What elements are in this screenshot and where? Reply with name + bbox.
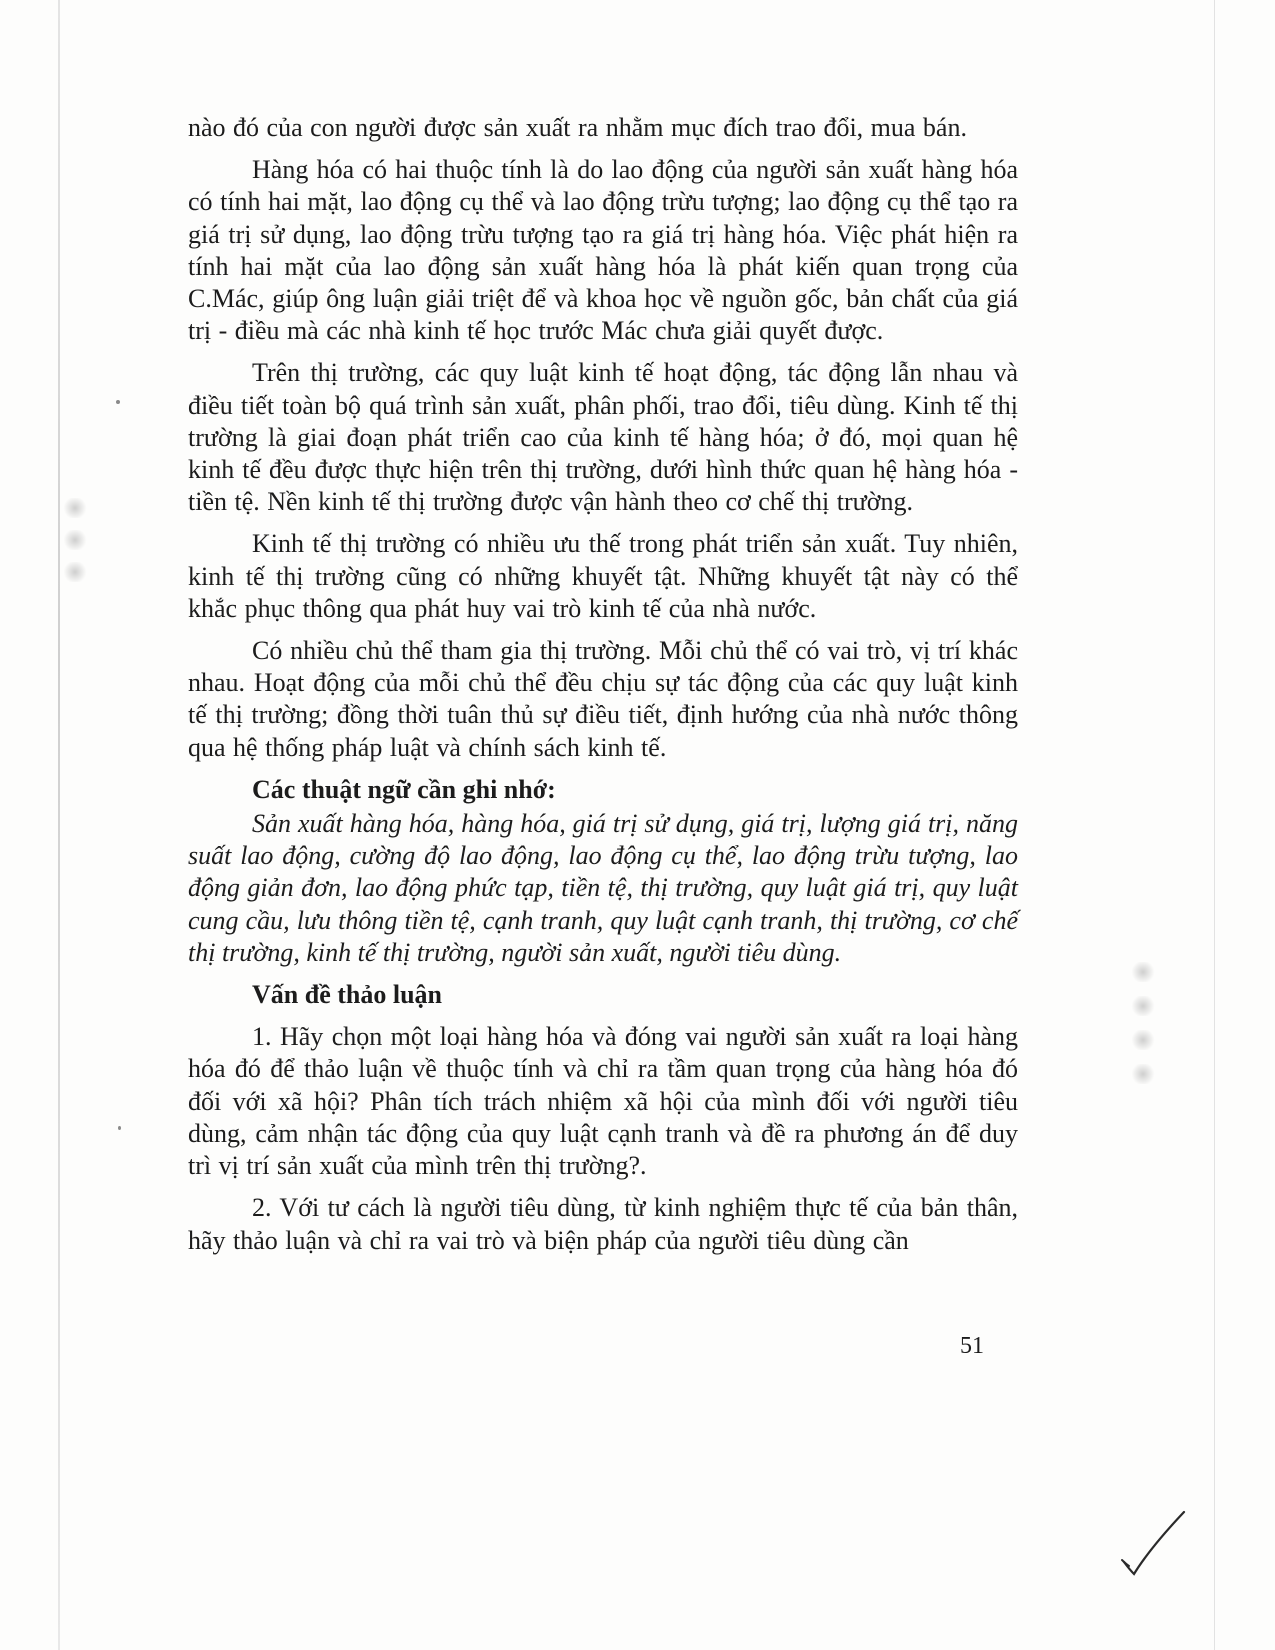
- body-paragraph: Hàng hóa có hai thuộc tính là do lao động của người sản xuất hàng hóa có tính hai mặt, lao động cụ thể và lao động trừu tượng; lao động cụ thể tạo ra giá trị sử dụng, lao động trừu tượng tạo ra giá trị hàng hóa. Việc phát hiện ra tính hai mặt của lao động sản xuất hàng hóa là phát kiến quan trọng của C.Mác, giúp ông luận giải triệt để và khoa học về nguồn gốc, bản chất của giá trị - điều mà các nhà kinh tế học trước Mác chưa giải quyết được.: [188, 155, 1018, 346]
- scan-speck: [116, 400, 120, 404]
- scan-smudge: [1130, 1064, 1156, 1084]
- scan-left-edge: [58, 0, 60, 1650]
- body-paragraph: Trên thị trường, các quy luật kinh tế hoạt động, tác động lẫn nhau và điều tiết toàn bộ quá trình sản xuất, phân phối, trao đổi, tiêu dùng. Kinh tế thị trường là giai đoạn phát triển cao của kinh tế hàng hóa; ở đó, mọi quan hệ kinh tế đều được thực hiện trên thị trường, dưới hình thức quan hệ hàng hóa - tiền tệ. Nền kinh tế thị trường được vận hành theo cơ chế thị trường.: [188, 358, 1018, 517]
- scan-smudge: [1130, 962, 1156, 982]
- scan-right-edge: [1214, 0, 1215, 1650]
- terms-heading: Các thuật ngữ cần ghi nhớ:: [252, 774, 556, 804]
- terms-list: Sản xuất hàng hóa, hàng hóa, giá trị sử dụng, giá trị, lượng giá trị, năng suất lao động, cường độ lao động, lao động cụ thể, lao động trừu tượng, lao động giản đơn, lao động phức tạp, tiền tệ, thị trường, quy luật giá trị, quy luật cung cầu, lưu thông tiền tệ, cạnh tranh, quy luật cạnh tranh, thị trường, cơ chế thị trường, kinh tế thị trường, người sản xuất, người tiêu dùng.: [188, 809, 1018, 967]
- discussion-item: 1. Hãy chọn một loại hàng hóa và đóng vai người sản xuất ra loại hàng hóa đó để thảo luận về thuộc tính và chỉ ra tầm quan trọng của hàng hóa đó đối với xã hội? Phân tích trách nhiệm xã hội của mình đối với người tiêu dùng, cảm nhận tác động của quy luật cạnh tranh và đề ra phương án để duy trì vị trí sản xuất của mình trên thị trường?.: [188, 1022, 1018, 1181]
- scan-speck: [118, 1126, 121, 1130]
- handwritten-check-mark-icon: [1120, 1508, 1190, 1578]
- page-number: 51: [960, 1333, 984, 1359]
- scan-smudge: [1130, 1030, 1156, 1050]
- body-paragraph: nào đó của con người được sản xuất ra nhằm mục đích trao đổi, mua bán.: [188, 113, 967, 142]
- discussion-item: 2. Với tư cách là người tiêu dùng, từ kinh nghiệm thực tế của bản thân, hãy thảo luận và chỉ ra vai trò và biện pháp của người tiêu dùng cần: [188, 1193, 1018, 1255]
- scan-smudge: [62, 498, 88, 518]
- discussion-heading: Vấn đề thảo luận: [252, 980, 442, 1010]
- scan-smudge: [62, 562, 88, 582]
- body-paragraph: Kinh tế thị trường có nhiều ưu thế trong phát triển sản xuất. Tuy nhiên, kinh tế thị trường cũng có những khuyết tật. Những khuyết tật này có thể khắc phục thông qua phát huy vai trò kinh tế của nhà nước.: [188, 529, 1018, 623]
- scan-smudge: [1130, 996, 1156, 1016]
- scan-smudge: [62, 530, 88, 550]
- document-body: [188, 112, 1018, 1257]
- body-paragraph: Có nhiều chủ thể tham gia thị trường. Mỗi chủ thể có vai trò, vị trí khác nhau. Hoạt động của mỗi chủ thể đều chịu sự tác động của các quy luật kinh tế thị trường; đồng thời tuân thủ sự điều tiết, định hướng của nhà nước thông qua hệ thống pháp luật và chính sách kinh tế.: [188, 636, 1018, 762]
